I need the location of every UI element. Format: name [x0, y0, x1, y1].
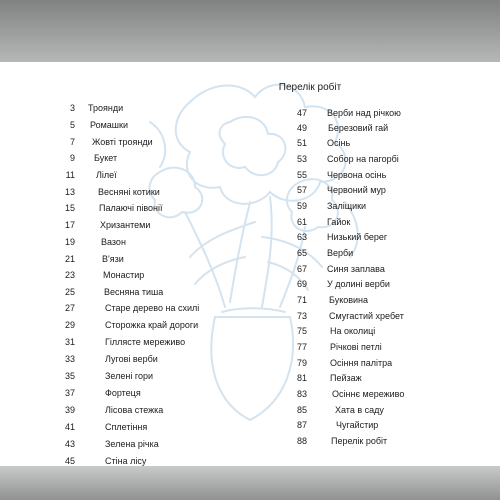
toc-title: Буковина: [329, 295, 369, 305]
toc-entry: [45, 135, 205, 149]
toc-title: Березовий гай: [328, 123, 389, 133]
toc-title: Гайок: [327, 217, 351, 227]
toc-page-number: 79: [296, 358, 307, 368]
toc-entry: [277, 199, 457, 213]
toc-title: Сторожка край дороги: [105, 320, 199, 330]
toc-entry: [277, 168, 457, 182]
toc-page-number: 45: [64, 456, 75, 466]
toc-entry: [277, 277, 457, 291]
background-top: [0, 0, 500, 62]
toc-title: Зелені гори: [105, 371, 153, 381]
toc-title: Осіння палітра: [330, 358, 393, 368]
toc-title: Стіна лісу: [105, 456, 147, 466]
toc-entry: [45, 352, 205, 366]
toc-page-number: 73: [296, 311, 307, 321]
toc-page-number: 25: [64, 287, 75, 297]
toc-entry: [45, 437, 205, 451]
toc-title: Осіннє мереживо: [332, 389, 405, 399]
toc-page-number: 29: [64, 320, 75, 330]
toc-entry: [277, 371, 457, 385]
toc-entry: [277, 356, 457, 370]
toc-title: У долині верби: [327, 279, 390, 289]
toc-title: Монастир: [103, 270, 145, 280]
toc-title: Лілеї: [96, 170, 117, 180]
toc-title: Троянди: [88, 103, 124, 113]
toc-entry: [277, 418, 457, 432]
toc-page-number: 47: [296, 108, 307, 118]
toc-page-number: 63: [296, 232, 307, 242]
toc-title: Річкові петлі: [330, 342, 382, 352]
toc-page-number: 85: [296, 405, 307, 415]
toc-page-number: 11: [65, 170, 75, 180]
toc-title: Весняні котики: [98, 187, 160, 197]
toc-title: Лугові верби: [105, 354, 158, 364]
toc-title: Смугастий хребет: [329, 311, 404, 321]
toc-page-number: 81: [296, 373, 307, 383]
toc-title: Весняна тиша: [104, 287, 164, 297]
toc-entry: [277, 121, 457, 135]
toc-page-number: 19: [64, 237, 75, 247]
toc-title: Чугайстир: [336, 420, 379, 430]
toc-page-number: 23: [64, 270, 75, 280]
toc-entry: [45, 201, 205, 215]
toc-title: Палаючі півонії: [99, 203, 163, 213]
toc-entry: [45, 252, 205, 266]
toc-title: В'язи: [102, 254, 124, 264]
toc-title: Червоний мур: [327, 185, 386, 195]
toc-page-number: 69: [296, 279, 307, 289]
toc-title: Заліщики: [327, 201, 367, 211]
toc-title: Ромашки: [90, 120, 128, 130]
toc-title: Зелена річка: [105, 439, 159, 449]
toc-entry: [277, 324, 457, 338]
toc-title: Низький берег: [327, 232, 388, 242]
toc-entry: [277, 309, 457, 323]
toc-title: Перелік робіт: [331, 436, 388, 446]
toc-title: Жовті троянди: [92, 137, 153, 147]
toc-title: Старе дерево на схилі: [105, 303, 200, 313]
toc-title: Синя заплава: [327, 264, 385, 274]
toc-title: Лісова стежка: [105, 405, 164, 415]
toc-title: Фортеця: [105, 388, 141, 398]
toc-entry: [277, 262, 457, 276]
toc-entry: [277, 152, 457, 166]
toc-title: Сплетіння: [105, 422, 148, 432]
toc-page-number: 51: [296, 138, 307, 148]
toc-entry: [45, 335, 205, 349]
toc-entry: [277, 215, 457, 229]
toc-page-number: 41: [64, 422, 75, 432]
toc-entry: [45, 101, 205, 115]
toc-entry: [277, 340, 457, 354]
toc-entry: [45, 301, 205, 315]
toc-entry: [277, 434, 457, 448]
toc-page-number: 35: [64, 371, 75, 381]
toc-page-number: 67: [296, 264, 307, 274]
toc-page-number: 65: [296, 248, 307, 258]
toc-entry: [45, 268, 205, 282]
toc-page-number: 49: [296, 123, 307, 133]
toc-entry: [45, 235, 205, 249]
toc-page-number: 71: [296, 295, 307, 305]
toc-entry: [277, 246, 457, 260]
toc-entry: [45, 318, 205, 332]
toc-page-number: 37: [64, 388, 75, 398]
toc-title: Верби над річкою: [327, 108, 401, 118]
toc-page-number: 61: [296, 217, 307, 227]
toc-entry: [45, 454, 205, 468]
toc-page-number: 5: [69, 120, 75, 130]
toc-page-number: 3: [69, 103, 75, 113]
toc-entry: [277, 183, 457, 197]
toc-entry: [277, 387, 457, 401]
toc-page-number: 57: [296, 185, 307, 195]
toc-entry: [277, 106, 457, 120]
toc-title: Гіллясте мереживо: [105, 337, 186, 347]
toc-title: Верби: [327, 248, 354, 258]
toc-page-number: 55: [296, 170, 307, 180]
toc-page-number: 75: [296, 326, 307, 336]
page-title: Перелік робіт: [278, 82, 342, 93]
toc-page-number: 21: [64, 254, 75, 264]
toc-title: Хризантеми: [100, 220, 151, 230]
toc-title: Вазон: [101, 237, 126, 247]
toc-entry: [45, 218, 205, 232]
toc-entry: [45, 118, 205, 132]
toc-page-number: 87: [296, 420, 307, 430]
toc-title: Пейзаж: [330, 373, 362, 383]
toc-page-number: 53: [296, 154, 307, 164]
toc-title: Червона осінь: [327, 170, 387, 180]
toc-page-number: 9: [69, 153, 75, 163]
toc-title: На околиці: [330, 326, 376, 336]
toc-entry: [45, 151, 205, 165]
toc-entry: [45, 386, 205, 400]
toc-page-number: 88: [296, 436, 307, 446]
toc-entry: [277, 403, 457, 417]
toc-entry: [45, 420, 205, 434]
toc-page-number: 7: [69, 137, 75, 147]
toc-entry: [277, 230, 457, 244]
toc-page-number: 59: [296, 201, 307, 211]
toc-page-number: 33: [64, 354, 75, 364]
toc-page-number: 31: [64, 337, 75, 347]
toc-title: Осінь: [327, 138, 351, 148]
toc-entry: [277, 293, 457, 307]
toc-entry: [45, 403, 205, 417]
toc-page-number: 83: [296, 389, 307, 399]
toc-page-number: 39: [64, 405, 75, 415]
toc-page-number: 15: [64, 203, 75, 213]
toc-page-number: 13: [64, 187, 75, 197]
toc-page-number: 27: [64, 303, 75, 313]
toc-page-number: 77: [296, 342, 307, 352]
toc-entry: [45, 369, 205, 383]
toc-entry: [277, 136, 457, 150]
toc-entry: [45, 185, 205, 199]
toc-entry: [45, 285, 205, 299]
toc-title: Хата в саду: [335, 405, 384, 415]
toc-entry: [45, 168, 205, 182]
toc-title: Собор на пагорбі: [327, 154, 399, 164]
background-bottom: [0, 466, 500, 500]
toc-page-number: 43: [64, 439, 75, 449]
toc-title: Букет: [94, 153, 118, 163]
toc-page-number: 17: [64, 220, 75, 230]
